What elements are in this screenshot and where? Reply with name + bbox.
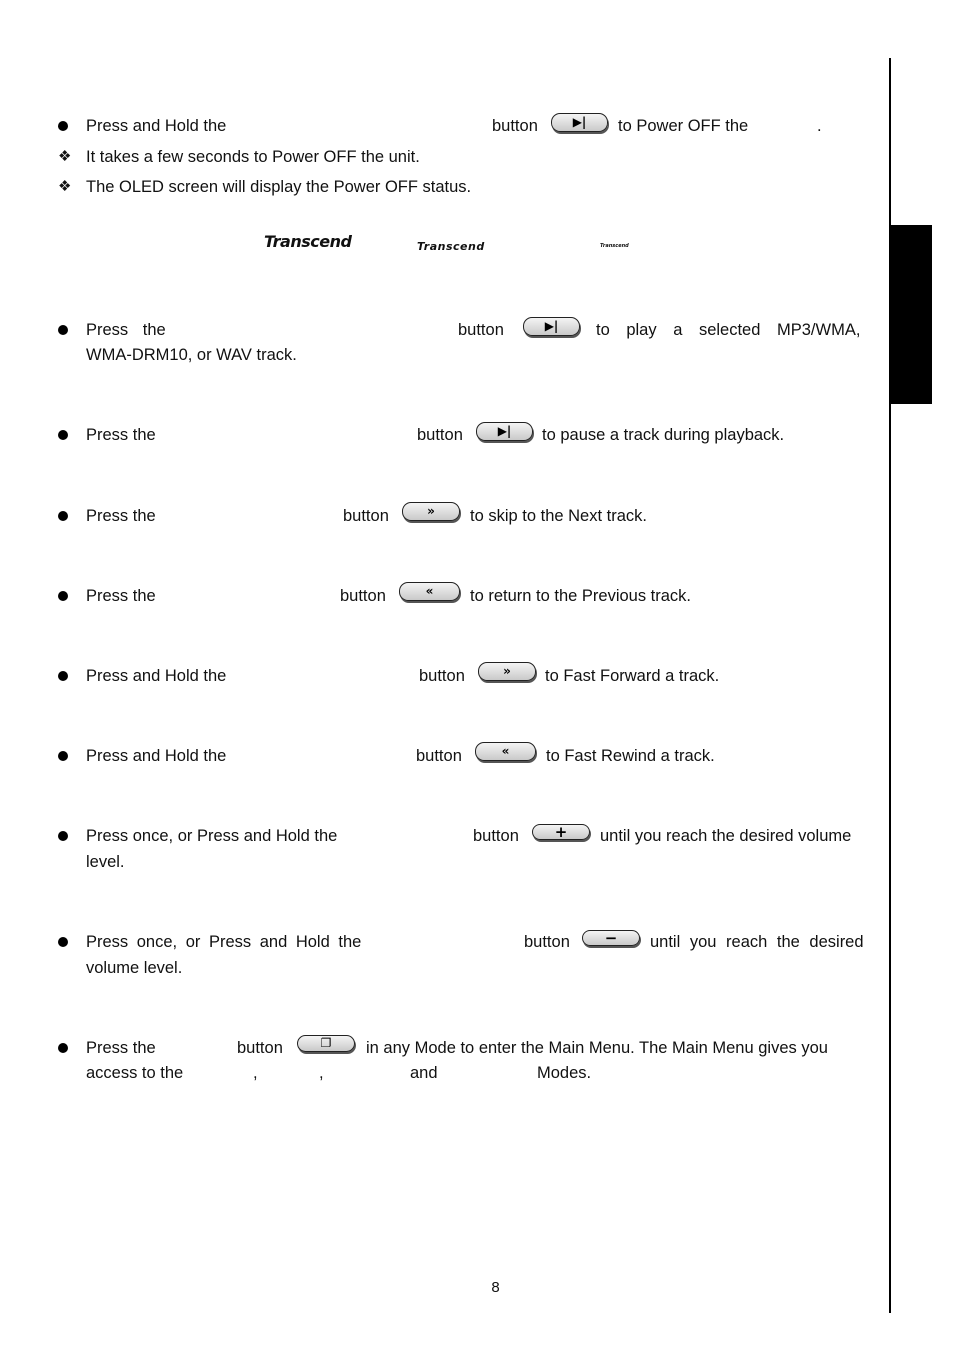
rew-post: to Fast Rewind a track.: [546, 747, 715, 765]
vol-down-post: until you reach the desired: [650, 933, 864, 951]
prev-mid: button: [340, 587, 386, 605]
rewind-button: [475, 742, 536, 761]
menu-post: in any Mode to enter the Main Menu. The Main Menu gives you: [366, 1039, 828, 1057]
logo-tiny: Transcend: [600, 243, 629, 249]
pause-post: to pause a track during playback.: [542, 426, 785, 444]
rew-mid: button: [416, 747, 462, 765]
vol-up-pre: Press once, or Press and Hold the: [86, 827, 338, 845]
play-pause-icon: ▶|: [572, 115, 587, 129]
ff-mid: button: [419, 667, 465, 685]
ff-pre: Press and Hold the: [86, 667, 227, 685]
chapter-tab: [891, 225, 932, 404]
bullet: [58, 511, 68, 521]
menu-mid: button: [237, 1039, 283, 1057]
fast-forward-button: [478, 662, 536, 681]
bullet: [58, 937, 68, 947]
play-pause-icon: ▶|: [497, 424, 512, 438]
pause-button: [476, 422, 533, 441]
bullet: [58, 591, 68, 601]
vol-up-post: until you reach the desired volume: [600, 827, 852, 845]
pause-mid: button: [417, 426, 463, 444]
note-1: It takes a few seconds to Power OFF the unit.: [86, 148, 420, 166]
bullet: [58, 430, 68, 440]
menu-button: [297, 1035, 355, 1052]
logo-large: Transcend: [264, 232, 352, 251]
ff-post: to Fast Forward a track.: [545, 667, 720, 685]
bullet: [58, 121, 68, 131]
menu-modes: Modes.: [537, 1064, 592, 1082]
prev-pre: Press the: [86, 587, 156, 605]
next-pre: Press the: [86, 507, 156, 525]
play-post: to play a selected MP3/WMA,: [596, 321, 861, 339]
play-button: [523, 317, 580, 336]
prev-post: to return to the Previous track.: [470, 587, 692, 605]
page-number: 8: [491, 1279, 500, 1296]
menu-line2a: access to the: [86, 1064, 184, 1082]
play-pre: Press the: [86, 321, 166, 339]
play-mid: button: [458, 321, 504, 339]
vol-down-pre: Press once, or Press and Hold the: [86, 933, 362, 951]
menu-and: and: [410, 1064, 438, 1082]
rew-pre: Press and Hold the: [86, 747, 227, 765]
bullet: [58, 831, 68, 841]
rewind-icon: «: [501, 744, 510, 758]
volume-up-button: [532, 824, 590, 840]
power-off-post: to Power OFF the: [618, 117, 749, 135]
vol-up-mid: button: [473, 827, 519, 845]
menu-comma-2: ,: [319, 1064, 324, 1082]
menu-icon: ❐: [320, 1036, 332, 1050]
next-button: [402, 502, 460, 521]
fast-forward-icon: »: [503, 664, 511, 678]
vol-down-mid: button: [524, 933, 570, 951]
next-mid: button: [343, 507, 389, 525]
menu-comma-1: ,: [253, 1064, 258, 1082]
play-line2: WMA-DRM10, or WAV track.: [86, 346, 297, 364]
minus-icon: −: [604, 929, 618, 947]
vol-up-line2: level.: [86, 853, 125, 871]
bullet: [58, 671, 68, 681]
bullet: [58, 325, 68, 335]
power-off-mid: button: [492, 117, 538, 135]
power-off-end: .: [817, 117, 822, 135]
vol-down-line2: volume level.: [86, 959, 183, 977]
plus-icon: +: [554, 823, 568, 841]
rewind-icon: «: [425, 584, 434, 598]
play-pause-button: [551, 113, 608, 132]
volume-down-button: [582, 930, 640, 946]
next-post: to skip to the Next track.: [470, 507, 647, 525]
power-off-pre: Press and Hold the: [86, 117, 227, 135]
diamond-bullet-icon: ❖: [58, 148, 72, 165]
note-2: The OLED screen will display the Power OFF status.: [86, 178, 472, 196]
fast-forward-icon: »: [427, 504, 435, 518]
pause-pre: Press the: [86, 426, 156, 444]
play-pause-icon: ▶|: [544, 319, 559, 333]
logo-small: Transcend: [417, 240, 485, 253]
bullet: [58, 1043, 68, 1053]
menu-pre: Press the: [86, 1039, 156, 1057]
bullet: [58, 751, 68, 761]
prev-button: [399, 582, 460, 601]
diamond-bullet-icon: ❖: [58, 178, 72, 195]
